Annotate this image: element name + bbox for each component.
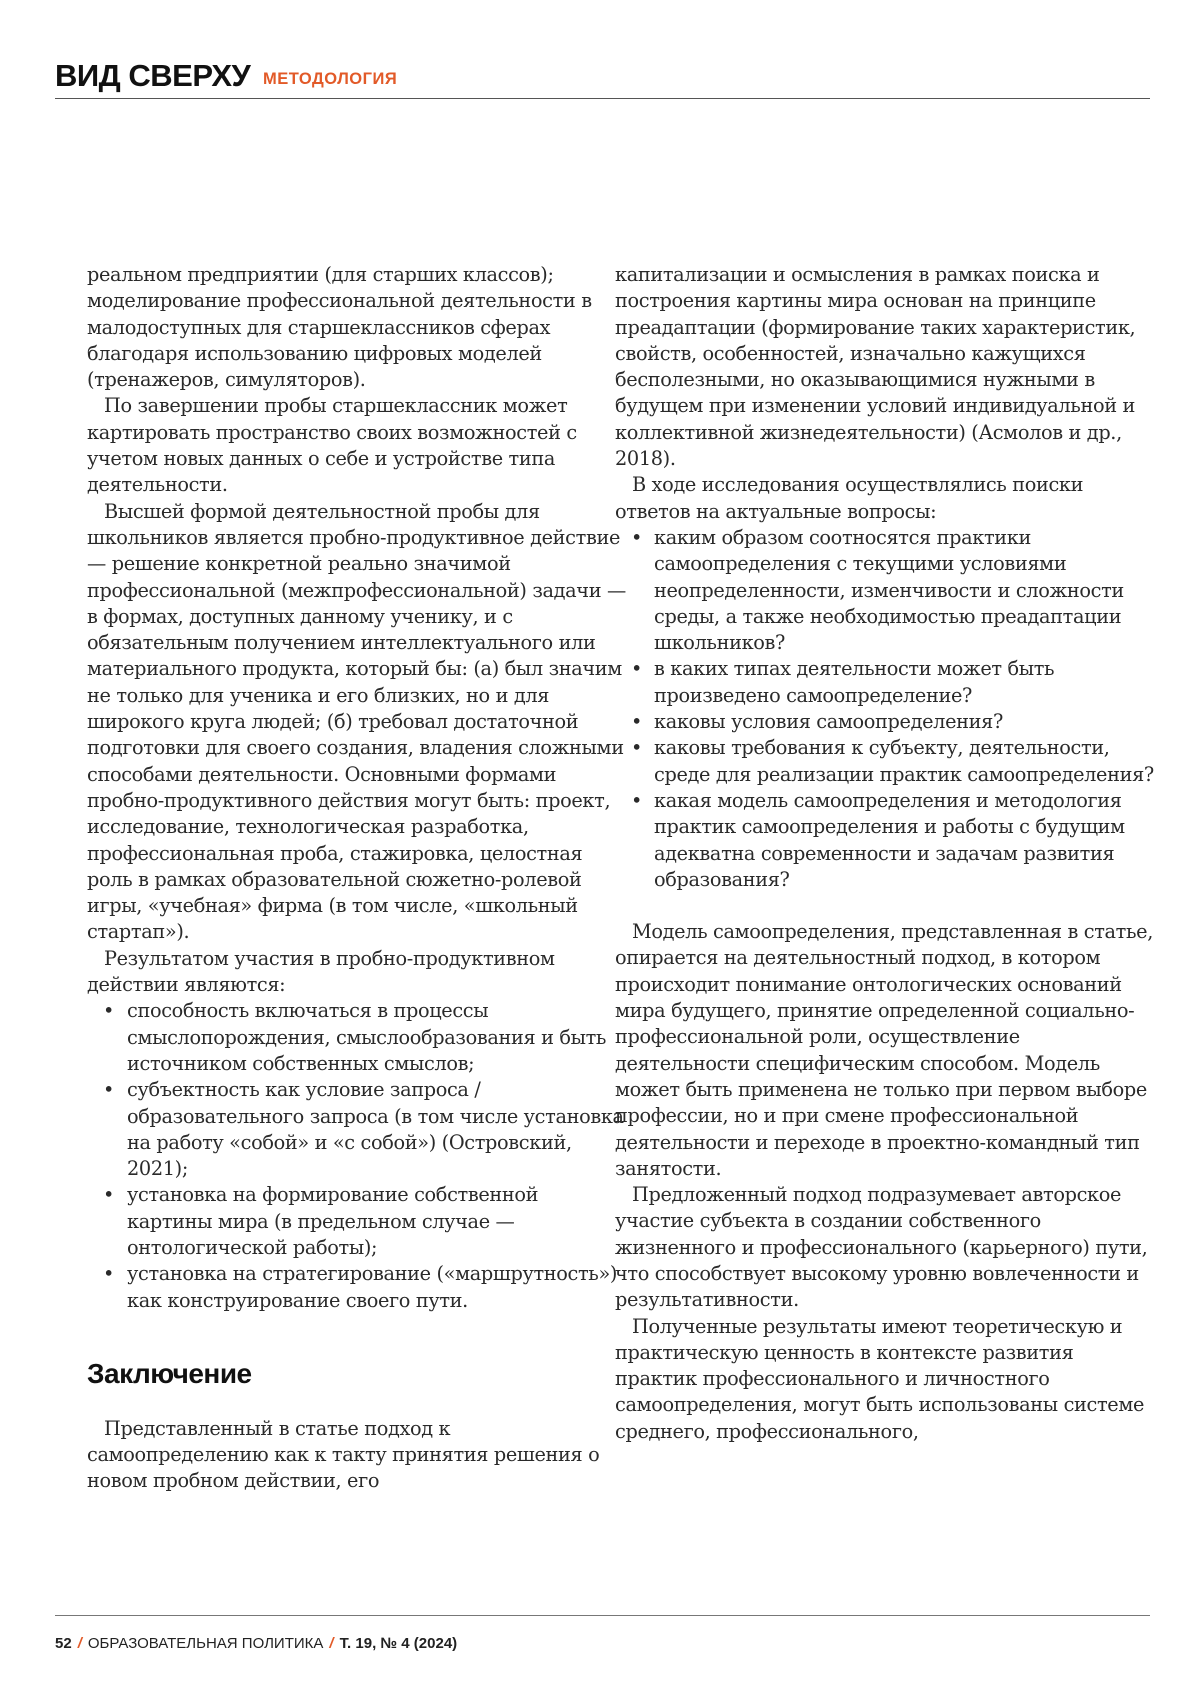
volume-info: Т. 19, № 4 (2024)	[340, 1635, 458, 1652]
separator: /	[78, 1635, 82, 1652]
paragraph: Модель самоопределения, представленная в статье, опирается на деятельностный подход, в котором происходит понимание онтологических оснований мира будущего, принятие определенной социально-профессиональной роли, осуществление деятельности специфическим способом. Модель может быть применена не только при первом выборе профессии, но и при смене профессиональной деятельности и переходе в проектно-командный тип занятости.	[615, 919, 1155, 1182]
list-item: • установка на стратегирование («маршрутность») как конструирование своего пути.	[87, 1261, 627, 1314]
paragraph: Полученные результаты имеют теоретическую и практическую ценность в контексте развития практик профессионального и личностного самоопределения, могут быть использованы системе среднего, профессионального,	[615, 1314, 1155, 1445]
list-item: • каковы условия самоопределения?	[615, 709, 1155, 735]
right-column	[615, 262, 1155, 1445]
list-item: • каким образом соотносятся практики самоопределения с текущими условиями неопределенности, изменчивости и сложности среды, а также необходимостью преадаптации школьников?	[615, 525, 1155, 656]
rubric-title: ВИД СВЕРХУ	[55, 58, 250, 94]
list-item: • какая модель самоопределения и методология практик самоопределения и работы с будущим адекватна современности и задачам развития образования?	[615, 788, 1155, 893]
bullet-icon: •	[631, 709, 642, 735]
paragraph: В ходе исследования осуществлялись поиски ответов на актуальные вопросы:	[615, 472, 1155, 525]
bullet-icon: •	[103, 1182, 114, 1208]
list-item: • субъектность как условие запроса / образовательного запроса (в том числе установка на работу «собой» и «с собой») (Островский, 2021);	[87, 1077, 627, 1182]
paragraph: реальном предприятии (для старших классов); моделирование профессиональной деятельности в малодоступных для старшеклассников сферах благодаря использованию цифровых моделей (тренажеров, симуляторов).	[87, 262, 627, 393]
bullet-icon: •	[631, 735, 642, 761]
left-column	[87, 262, 627, 1495]
list-item: • способность включаться в процессы смыслопорождения, смыслообразования и быть источником собственных смыслов;	[87, 998, 627, 1077]
list-item: • каковы требования к субъекту, деятельности, среде для реализации практик самоопределения?	[615, 735, 1155, 788]
bullet-icon: •	[103, 1077, 114, 1103]
questions-list	[615, 525, 1155, 893]
page-number: 52	[55, 1635, 72, 1652]
separator: /	[329, 1635, 333, 1652]
page-footer	[55, 1615, 1150, 1652]
conclusion-heading: Заключение	[87, 1359, 627, 1389]
paragraph: Результатом участия в пробно-продуктивном действии являются:	[87, 946, 627, 999]
paragraph: По завершении пробы старшеклассник может картировать пространство своих возможностей с учетом новых данных о себе и устройстве типа деятельности.	[87, 393, 627, 498]
list-item: • установка на формирование собственной картины мира (в предельном случае — онтологической работы);	[87, 1182, 627, 1261]
paragraph: капитализации и осмысления в рамках поиска и построения картины мира основан на принципе преадаптации (формирование таких характеристик, свойств, особенностей, изначально кажущихся бесполезными, но оказывающимися нужными в будущем при изменении условий индивидуальной и коллективной жизнедеятельности) (Асмолов и др., 2018).	[615, 262, 1155, 472]
results-list	[87, 998, 627, 1314]
list-item: • в каких типах деятельности может быть произведено самоопределение?	[615, 656, 1155, 709]
paragraph: Предложенный подход подразумевает авторское участие субъекта в создании собственного жизненного и профессионального (карьерного) пути, что способствует высокому уровню вовлеченности и результативности.	[615, 1182, 1155, 1313]
bullet-icon: •	[103, 1261, 114, 1287]
bullet-icon: •	[631, 788, 642, 814]
paragraph: Представленный в статье подход к самоопределению как к такту принятия решения о новом пробном действии, его	[87, 1416, 627, 1495]
bullet-icon: •	[631, 525, 642, 551]
journal-name: ОБРАЗОВАТЕЛЬНАЯ ПОЛИТИКА	[88, 1635, 324, 1652]
section-label: МЕТОДОЛОГИЯ	[263, 70, 397, 89]
page-header	[55, 58, 1150, 99]
bullet-icon: •	[103, 998, 114, 1024]
bullet-icon: •	[631, 656, 642, 682]
paragraph: Высшей формой деятельностной пробы для школьников является пробно-продуктивное действие — решение конкретной реально значимой профессиональной (межпрофессиональной) задачи — в формах, доступных данному ученику, и с обязательным получением интеллектуального или материального продукта, который бы: (а) был значим не только для ученика и его близких, но и для широкого круга людей; (б) требовал достаточной подготовки для своего создания, владения сложными способами деятельности. Основными формами пробно-продуктивного действия могут быть: проект, исследование, технологическая разработка, профессиональная проба, стажировка, целостная роль в рамках образовательной сюжетно-ролевой игры, «учебная» фирма (в том числе, «школьный стартап»).	[87, 499, 627, 946]
